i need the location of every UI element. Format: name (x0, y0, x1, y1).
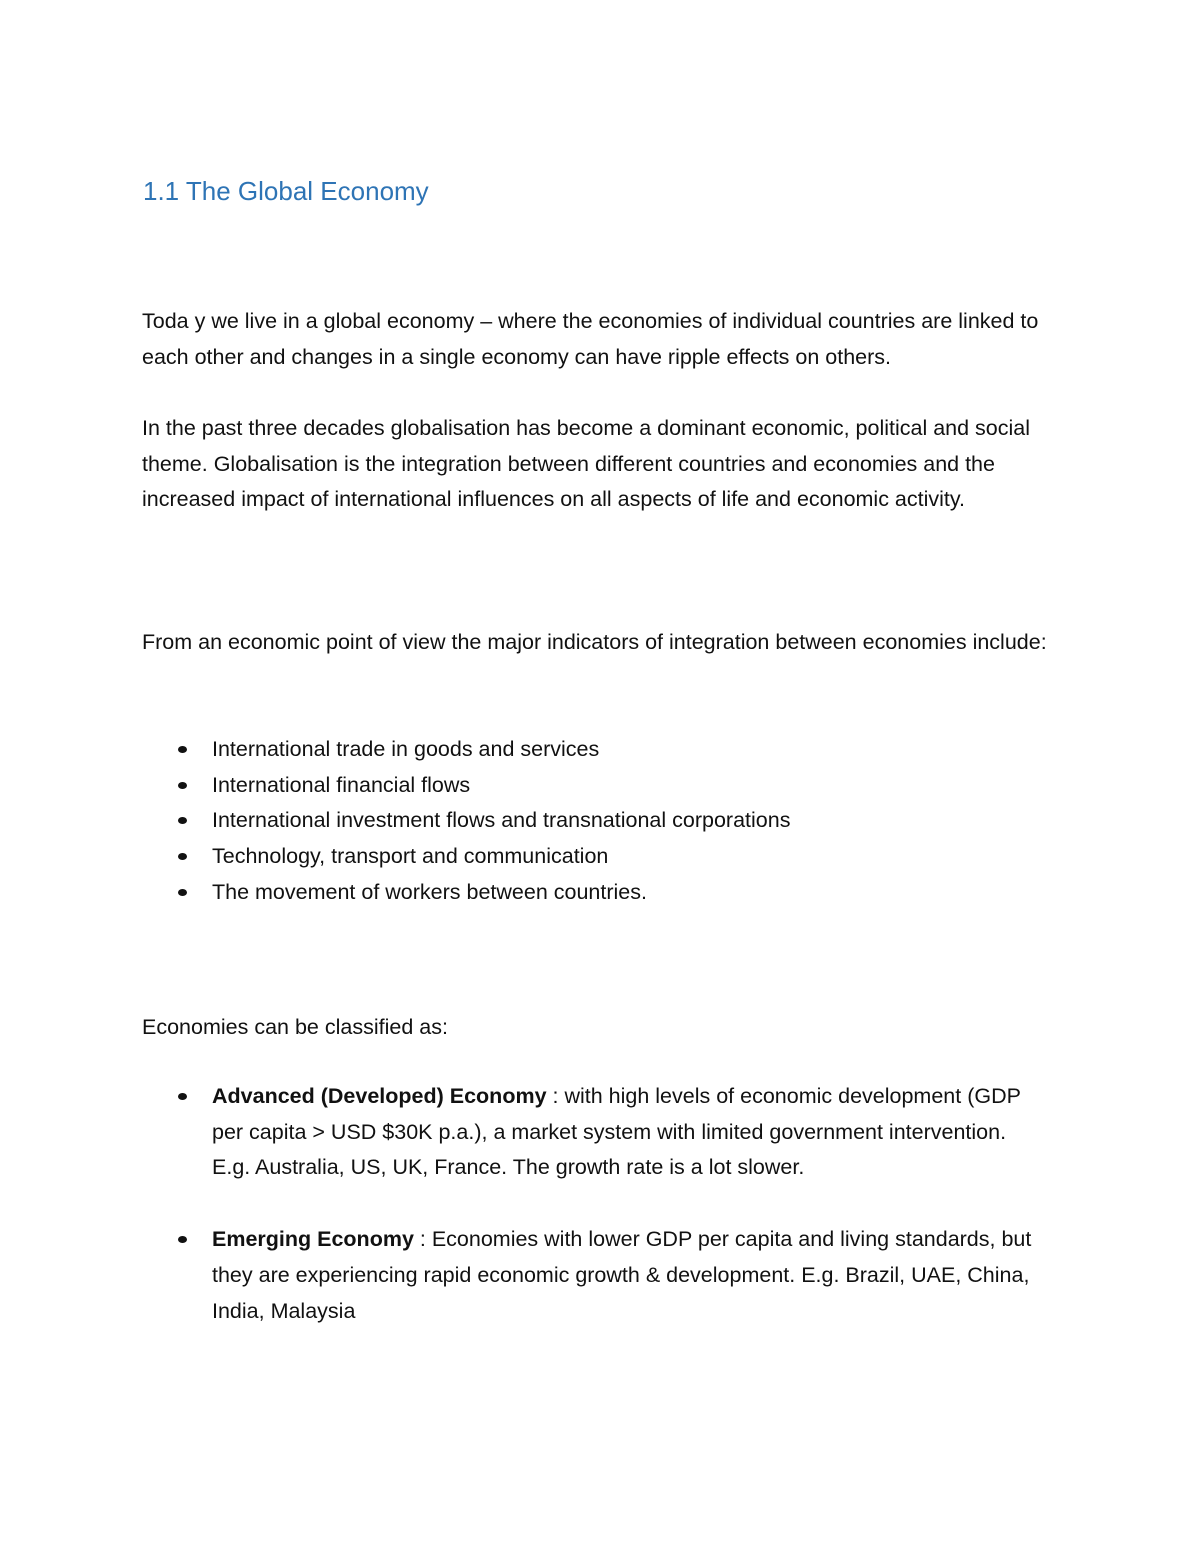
bullet-icon (178, 817, 187, 824)
bullet-icon (178, 782, 187, 789)
globalisation-paragraph: In the past three decades globalisation has become a dominant economic, political and social theme. Globalisation is the integration between different countries and economies and the increased impact of international influences on all aspects of life and economic activity. (142, 416, 1031, 512)
list-item (0, 803, 1042, 839)
bullet-icon (178, 1236, 187, 1243)
list-item (0, 1079, 1042, 1186)
bullet-icon (178, 853, 187, 860)
list-item (0, 839, 1042, 875)
indicator-text: International investment flows and transnational corporations (212, 808, 791, 833)
indicators-intro-paragraph: From an economic point of view the major indicators of integration between economies include: (142, 630, 1047, 654)
classification-intro-paragraph: Economies can be classified as: (142, 1015, 448, 1039)
list-item (0, 875, 1042, 911)
intro-paragraph: Toda y we live in a global economy – where the economies of individual countries are linked to each other and changes in a single economy can have ripple effects on others. (142, 309, 1039, 369)
economy-term: Advanced (Developed) Economy (212, 1084, 547, 1108)
section-heading: 1.1 The Global Economy (143, 176, 429, 206)
economy-description: : with high levels of economic development (GDP per capita > USD $30K p.a.), a market system with limited government intervention. E.g. Australia, US, UK, France. The growth rate is a lot slower. (212, 1084, 1021, 1180)
economy-term: Emerging Economy (212, 1227, 414, 1252)
bullet-icon (178, 1093, 187, 1100)
list-item (0, 1222, 1042, 1329)
indicator-text: International trade in goods and services (212, 737, 600, 761)
indicators-list (0, 732, 1100, 911)
economy-description: : Economies with lower GDP per capita and living standards, but they are experiencing rapid economic growth & development. E.g. Brazil, UAE, China, India, Malaysia (212, 1227, 1032, 1323)
indicator-text: The movement of workers between countries. (212, 879, 647, 904)
list-item (0, 732, 1042, 768)
indicator-text: Technology, transport and communication (212, 844, 609, 869)
indicator-text: International financial flows (212, 772, 471, 797)
economy-types-list (0, 1079, 1100, 1329)
list-item (0, 768, 1042, 804)
bullet-icon (178, 889, 187, 896)
bullet-icon (178, 746, 187, 753)
